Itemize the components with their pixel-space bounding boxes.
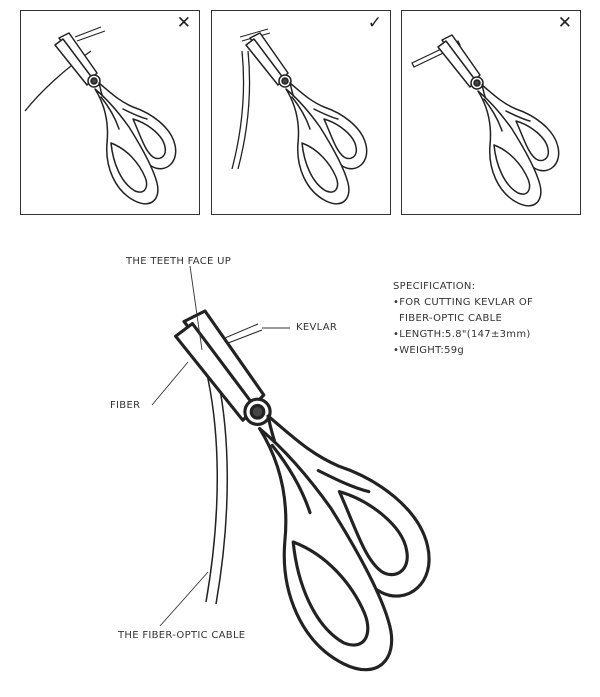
label-kevlar: KEVLAR (296, 322, 338, 333)
cross-mark-icon: ✕ (176, 13, 191, 33)
specification-block (393, 279, 533, 359)
fiber-optic-cable (206, 370, 217, 602)
leader-fiber (152, 362, 188, 405)
check-mark-icon: ✓ (367, 13, 382, 33)
label-teeth-face-up: THE TEETH FACE UP (126, 256, 232, 267)
spec-heading: SPECIFICATION: (393, 281, 476, 292)
kevlar-strands (75, 27, 105, 41)
panel-incorrect-2 (401, 10, 581, 215)
scissors (176, 311, 429, 670)
scissors (246, 33, 367, 204)
spec-line: •WEIGHT:59g (393, 345, 465, 356)
panel-correct (211, 10, 391, 215)
scissors-illustration-1 (21, 11, 201, 216)
spec-line: •FOR CUTTING KEVLAR OF (393, 297, 534, 308)
spec-line: FIBER-OPTIC CABLE (399, 313, 503, 324)
leader-cable (160, 572, 208, 626)
panel-incorrect-1 (20, 10, 200, 215)
scissors-illustration-2 (212, 11, 392, 216)
label-fiber: FIBER (110, 400, 141, 411)
scissors (438, 35, 559, 206)
scissors-illustration-3 (402, 11, 582, 216)
cross-mark-icon: ✕ (557, 13, 572, 33)
label-fiber-optic-cable: THE FIBER-OPTIC CABLE (118, 630, 246, 641)
spec-line: •LENGTH:5.8"(147±3mm) (393, 329, 531, 340)
scissors (55, 33, 176, 204)
